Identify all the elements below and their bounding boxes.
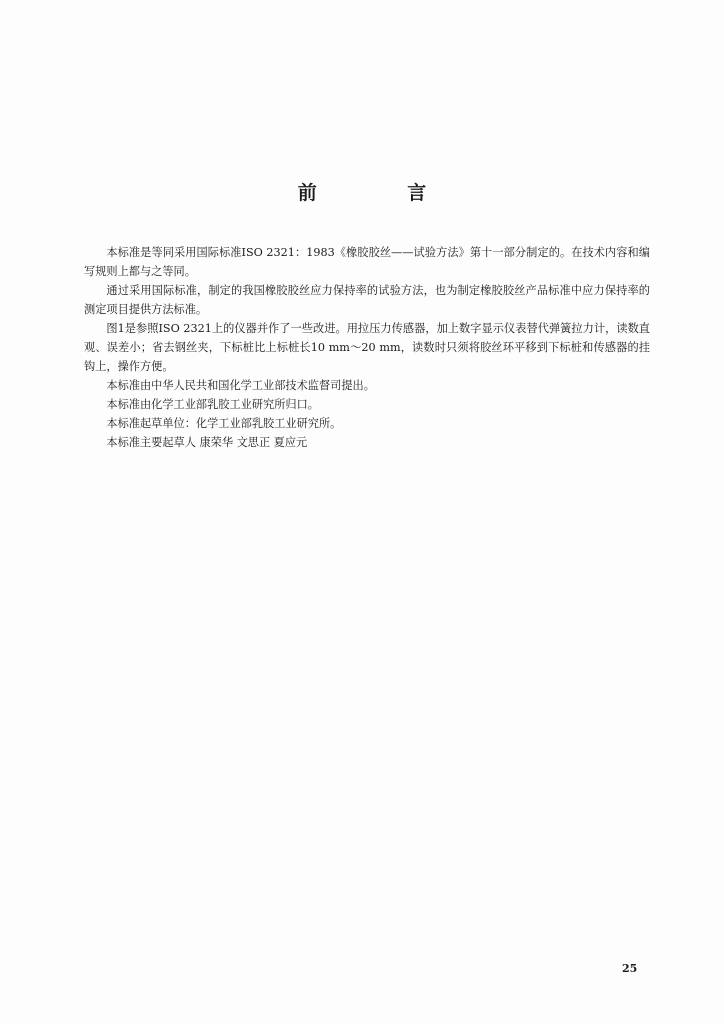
paragraph-drafters: 本标准主要起草人 康荣华 文思正 夏应元 (106, 436, 308, 449)
paragraph-purpose: 通过采用国际标准，制定的我国橡胶胶丝应力保持率的试验方法，也为制定橡胶胶丝产品标准中应力保持率的测定项目提供方法标准。 (84, 284, 650, 316)
paragraph-proposer: 本标准由中华人民共和国化学工业部技术监督司提出。 (106, 379, 375, 392)
paragraph-adoption: 本标准是等同采用国际标准ISO 2321：1983《橡胶胶丝——试验方法》第十一部分制定的。在技术内容和编写规则上都与之等同。 (84, 246, 650, 278)
page-number: 25 (622, 962, 638, 975)
page-title: 前 言 (297, 182, 469, 204)
paragraph-drafting-unit: 本标准起草单位：化学工业部乳胶工业研究所。 (106, 417, 342, 430)
paragraph-centralized: 本标准由化学工业部乳胶工业研究所归口。 (106, 398, 319, 411)
paragraph-figure-notes: 图1是参照ISO 2321上的仪器并作了一些改进。用拉压力传感器，加上数字显示仪表替代弹簧拉力计，读数直观、误差小；省去钢丝夹，下标桩比上标桩长10 mm～20 mm，读数时只须将胶丝环平移到下标桩和传感器的挂钩上，操作方便。 (84, 322, 650, 373)
foreword-body (84, 243, 650, 452)
